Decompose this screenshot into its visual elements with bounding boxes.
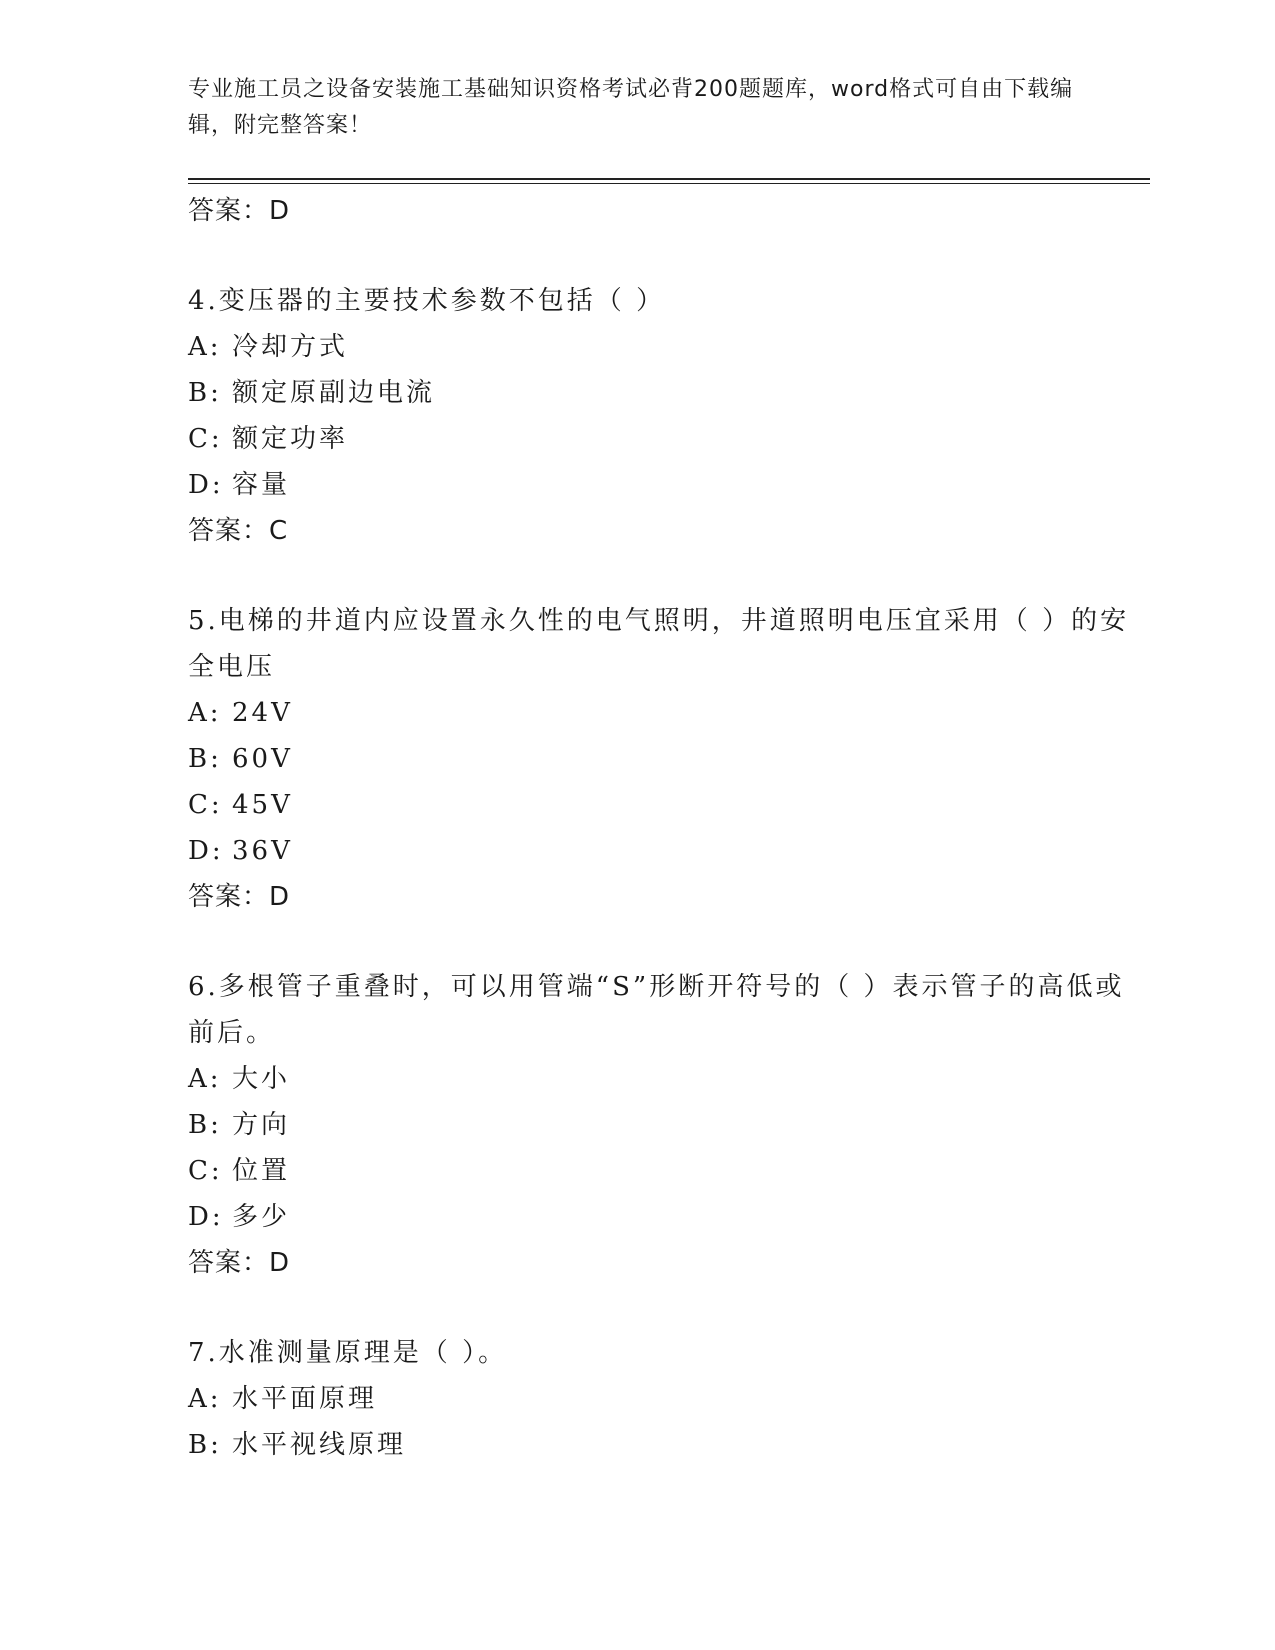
question-list — [188, 188, 1148, 1468]
option-letter: A: — [188, 1064, 222, 1094]
option-letter: C: — [188, 790, 223, 820]
question-text: 5.电梯的井道内应设置永久性的电气照明，井道照明电压宜采用（ ）的安全电压 — [188, 606, 1130, 682]
option-text: 冷却方式 — [232, 332, 349, 362]
option-letter: C: — [188, 1156, 223, 1186]
option-letter: B: — [188, 378, 222, 408]
option-a — [188, 690, 1148, 736]
option-letter: A: — [188, 332, 222, 362]
question-text: 4.变压器的主要技术参数不包括（ ） — [188, 286, 666, 316]
document-header: 专业施工员之设备安装施工基础知识资格考试必背200题题库，word格式可自由下载编辑，附完整答案！ — [188, 77, 1074, 138]
question-text: 7.水准测量原理是（ ）。 — [188, 1338, 508, 1368]
answer-line: 答案：D — [188, 882, 291, 912]
option-b — [188, 370, 1148, 416]
option-a — [188, 1056, 1148, 1102]
option-a — [188, 1376, 1148, 1422]
option-text: 额定功率 — [232, 424, 349, 454]
question-text: 6.多根管子重叠时，可以用管端“S”形断开符号的（ ）表示管子的高低或前后。 — [188, 972, 1125, 1048]
option-text: 方向 — [232, 1110, 291, 1140]
option-text: 水平视线原理 — [232, 1430, 407, 1460]
option-c — [188, 1148, 1148, 1194]
option-letter: B: — [188, 1430, 222, 1460]
option-letter: D: — [188, 836, 224, 866]
option-letter: B: — [188, 1110, 222, 1140]
option-letter: C: — [188, 424, 223, 454]
option-d — [188, 1194, 1148, 1240]
option-c — [188, 782, 1148, 828]
option-b — [188, 1102, 1148, 1148]
option-text: 36V — [232, 836, 293, 866]
option-text: 大小 — [232, 1064, 291, 1094]
header-divider — [188, 178, 1150, 184]
option-letter: B: — [188, 744, 222, 774]
option-b — [188, 736, 1148, 782]
option-text: 容量 — [232, 470, 291, 500]
option-a — [188, 324, 1148, 370]
option-b — [188, 1422, 1148, 1468]
option-text: 位置 — [232, 1156, 291, 1186]
option-letter: A: — [188, 1384, 222, 1414]
option-letter: D: — [188, 1202, 224, 1232]
option-letter: A: — [188, 698, 222, 728]
option-text: 水平面原理 — [232, 1384, 378, 1414]
option-text: 多少 — [232, 1202, 291, 1232]
option-text: 45V — [232, 790, 293, 820]
answer-line: 答案：D — [188, 1248, 291, 1278]
option-d — [188, 462, 1148, 508]
option-letter: D: — [188, 470, 224, 500]
option-c — [188, 416, 1148, 462]
option-text: 24V — [232, 698, 293, 728]
answer-line: 答案：C — [188, 516, 289, 546]
option-d — [188, 828, 1148, 874]
option-text: 60V — [232, 744, 293, 774]
option-text: 额定原副边电流 — [232, 378, 436, 408]
answer-line: 答案：D — [188, 196, 291, 226]
